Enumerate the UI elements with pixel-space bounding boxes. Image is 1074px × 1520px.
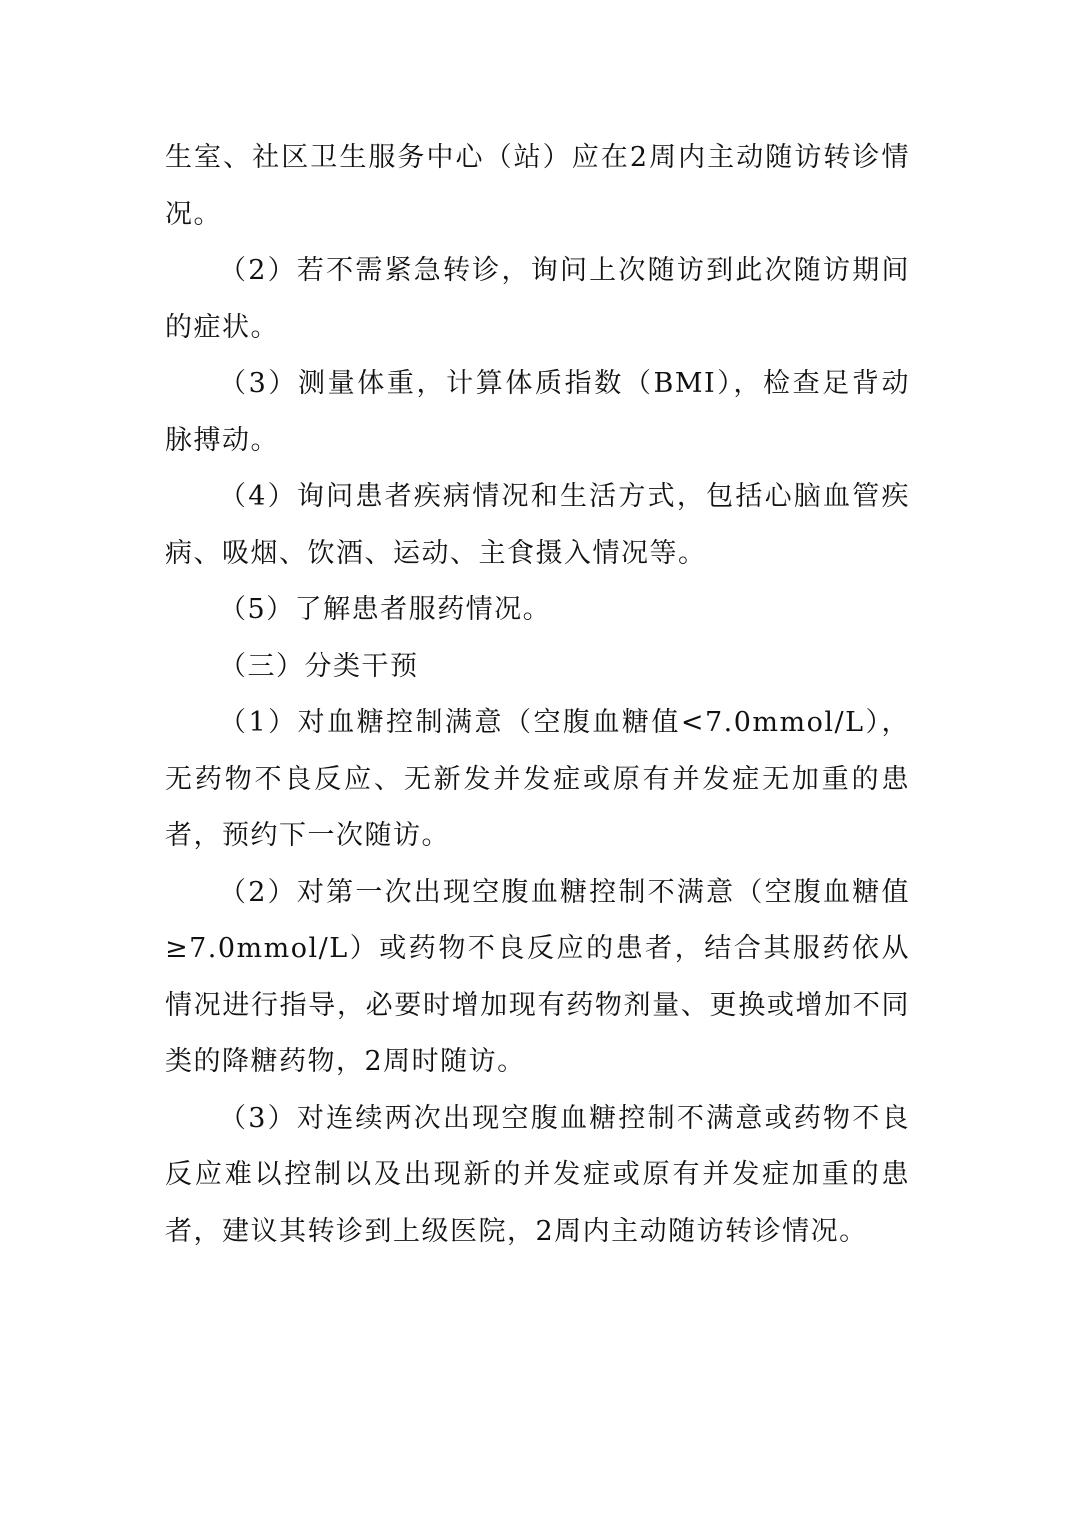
paragraph-intervention-1: （1）对血糖控制满意（空腹血糖值<7.0mmol/L），无药物不良反应、无新发并发症或原有并发症无加重的患者，预约下一次随访。 xyxy=(165,707,910,851)
section-heading-classified-intervention: （三）分类干预 xyxy=(219,650,419,682)
document-page xyxy=(165,130,910,1260)
paragraph-intervention-2: （2）对第一次出现空腹血糖控制不满意（空腹血糖值≥7.0mmol/L）或药物不良反应的患者，结合其服药依从情况进行指导，必要时增加现有药物剂量、更换或增加不同类的降糖药物，2周时随访。 xyxy=(165,876,910,1077)
paragraph-item-5-medication: （5）了解患者服药情况。 xyxy=(219,594,552,625)
paragraph-item-2-symptoms: （2）若不需紧急转诊，询问上次随访到此次随访期间的症状。 xyxy=(165,255,910,343)
paragraph-intervention-3: （3）对连续两次出现空腹血糖控制不满意或药物不良反应难以控制以及出现新的并发症或原有并发症加重的患者，建议其转诊到上级医院，2周内主动随访转诊情况。 xyxy=(165,1102,910,1247)
paragraph-item-4-lifestyle: （4）询问患者疾病情况和生活方式，包括心脑血管疾病、吸烟、饮酒、运动、主食摄入情况等。 xyxy=(165,481,910,569)
paragraph-item-3-bmi: （3）测量体重，计算体质指数（BMI），检查足背动脉搏动。 xyxy=(165,368,910,456)
paragraph-continuation: 生室、社区卫生服务中心（站）应在2周内主动随访转诊情况。 xyxy=(165,142,910,230)
